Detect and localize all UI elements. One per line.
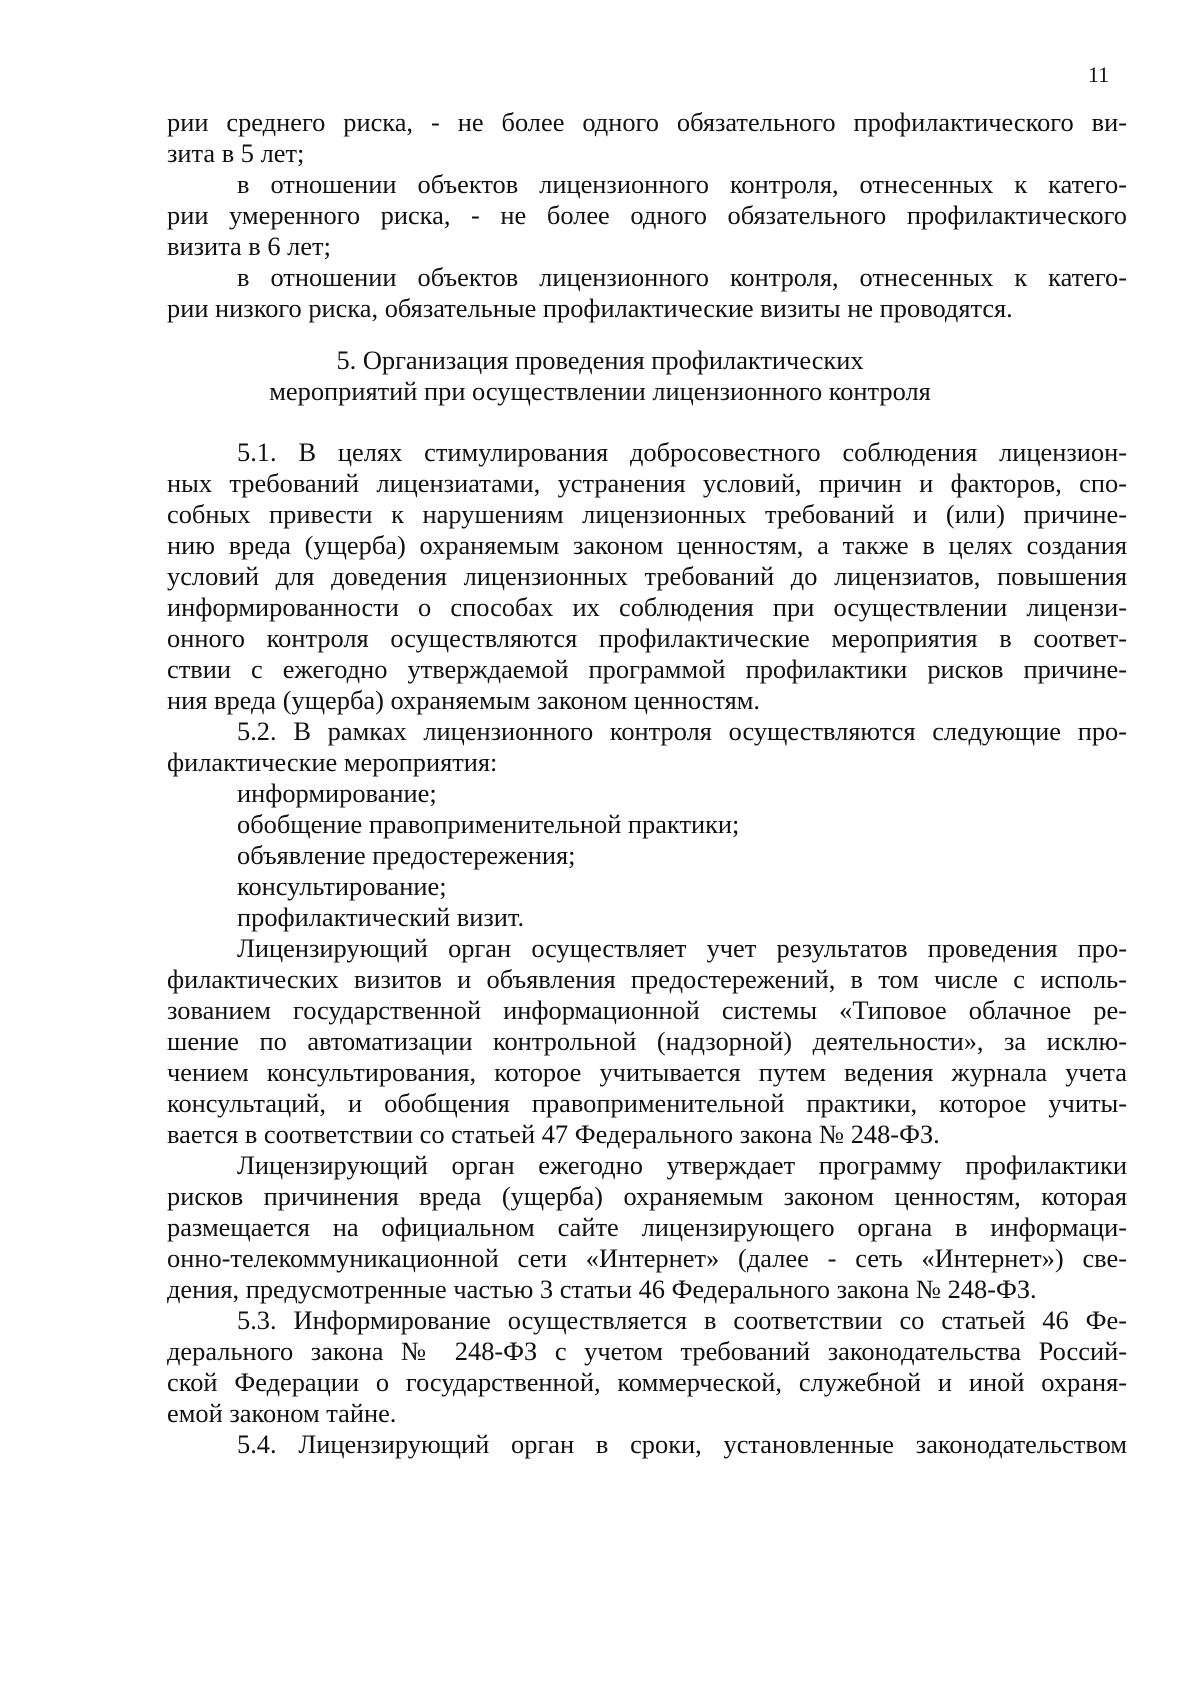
page-number: 11 xyxy=(1088,62,1110,87)
text-line: консультаций, и обобщения правоприменительной практики, которое учиты- xyxy=(167,1088,1127,1118)
text-line: рисков причинения вреда (ущерба) охраняемым законом ценностям, которая xyxy=(167,1181,1127,1211)
text-line: ской Федерации о государственной, коммерческой, служебной и иной охраня- xyxy=(167,1367,1127,1397)
text-line: дения, предусмотренные частью 3 статьи 46 Федерального закона № 248-ФЗ. xyxy=(167,1274,1037,1304)
text-line: рии среднего риска, - не более одного обязательного профилактического ви- xyxy=(167,107,1127,137)
text-line: онного контроля осуществляются профилактические мероприятия в соответ- xyxy=(167,623,1127,653)
text-line: 5.4. Лицензирующий орган в сроки, установленные законодательством xyxy=(237,1429,1127,1459)
text-line: размещается на официальном сайте лицензирующего органа в информаци- xyxy=(167,1212,1127,1242)
text-line: 5.3. Информирование осуществляется в соответствии со статьей 46 Фе- xyxy=(237,1305,1127,1335)
text-line: 5.2. В рамках лицензионного контроля осуществляются следующие про- xyxy=(237,716,1127,746)
heading-line: 5. Организация проведения профилактических xyxy=(336,345,864,375)
text-line: зованием государственной информационной системы «Типовое облачное ре- xyxy=(167,995,1127,1025)
text-line: филактические мероприятия: xyxy=(167,747,498,777)
text-line: в отношении объектов лицензионного контроля, отнесенных к катего- xyxy=(237,169,1127,199)
text-line: ных требований лицензиатами, устранения условий, причин и факторов, спо- xyxy=(167,468,1127,498)
text-line: рии низкого риска, обязательные профилактические визиты не проводятся. xyxy=(167,293,1013,323)
text-line: шение по автоматизации контрольной (надзорной) деятельности», за исклю- xyxy=(167,1026,1127,1056)
list-item: объявление предостережения; xyxy=(237,840,576,870)
text-line: дерального закона № 248-ФЗ с учетом требований законодательства Россий- xyxy=(167,1336,1127,1366)
text-line: нию вреда (ущерба) охраняемым законом ценностям, а также в целях создания xyxy=(167,530,1127,560)
text-line: онно-телекоммуникационной сети «Интернет» (далее - сеть «Интернет») све- xyxy=(167,1243,1127,1273)
text-line: ствии с ежегодно утверждаемой программой профилактики рисков причине- xyxy=(167,654,1127,684)
text-line: условий для доведения лицензионных требований до лицензиатов, повышения xyxy=(167,561,1127,591)
list-item: информирование; xyxy=(237,778,437,808)
text-line: зита в 5 лет; xyxy=(167,138,305,168)
text-line: визита в 6 лет; xyxy=(167,231,331,261)
list-item: профилактический визит. xyxy=(237,902,525,932)
text-line: рии умеренного риска, - не более одного обязательного профилактического xyxy=(167,200,1127,230)
text-line: филактических визитов и объявления предостережений, в том числе с исполь- xyxy=(167,964,1127,994)
text-line: чением консультирования, которое учитывается путем ведения журнала учета xyxy=(167,1057,1127,1087)
text-line: 5.1. В целях стимулирования добросовестного соблюдения лицензион- xyxy=(237,437,1127,467)
text-line: в отношении объектов лицензионного контроля, отнесенных к катего- xyxy=(237,262,1127,292)
text-line: Лицензирующий орган ежегодно утверждает программу профилактики xyxy=(237,1150,1127,1180)
text-line: информированности о способах их соблюдения при осуществлении лицензи- xyxy=(167,592,1127,622)
list-item: обобщение правоприменительной практики; xyxy=(237,809,740,839)
list-item: консультирование; xyxy=(237,871,447,901)
text-line: ния вреда (ущерба) охраняемым законом ценностям. xyxy=(167,685,761,715)
text-line: емой законом тайне. xyxy=(167,1398,397,1428)
text-line: Лицензирующий орган осуществляет учет результатов проведения про- xyxy=(237,933,1127,963)
text-line: вается в соответствии со статьей 47 Федерального закона № 248-ФЗ. xyxy=(167,1119,940,1149)
text-line: собных привести к нарушениям лицензионных требований и (или) причине- xyxy=(167,499,1127,529)
heading-line: мероприятий при осуществлении лицензионного контроля xyxy=(269,376,931,406)
